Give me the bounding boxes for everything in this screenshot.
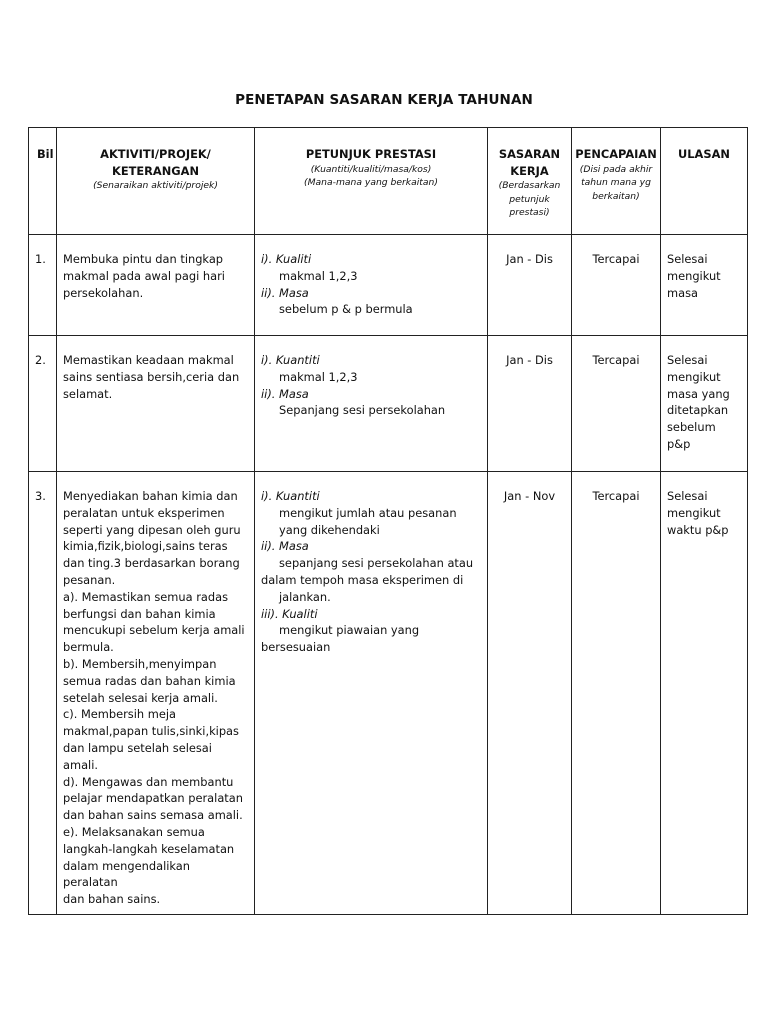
ulasan-line: Selesai [667,489,708,503]
petunjuk-value: makmal 1,2,3 [279,369,358,384]
ulasan-line: masa [667,285,698,300]
aktiviti-line: persekolahan. [63,285,144,300]
aktiviti-line: makmal,papan tulis,sinki,kipas [63,724,239,739]
row-3-petunjuk [255,472,488,915]
petunjuk-label: i). Kuantiti [261,489,320,503]
petunjuk-label: ii). Masa [261,386,309,401]
row-bil-text: 3. [35,489,46,503]
petunjuk-label: i). Kualiti [261,252,312,266]
petunjuk-value: makmal 1,2,3 [279,268,358,283]
row-2-bil [29,336,57,472]
aktiviti-line: semua radas dan bahan kimia [63,673,236,688]
sasaran-value: Jan - Dis [506,353,553,367]
aktiviti-line: mencukupi sebelum kerja amali [63,623,245,638]
header-petunjuk [255,128,488,235]
pencapaian-value: Tercapai [592,353,640,367]
ulasan-line: waktu p&p [667,522,729,537]
table-row [29,336,748,472]
row-2-sasaran [488,336,572,472]
aktiviti-line: berfungsi dan bahan kimia [63,606,216,621]
petunjuk-label: i). Kuantiti [261,353,320,367]
petunjuk-label: ii). Masa [261,285,309,300]
aktiviti-line: langkah-langkah keselamatan [63,841,235,856]
aktiviti-line: Membuka pintu dan tingkap [63,252,224,266]
row-2-ulasan [661,336,748,472]
header-aktiviti-title-1: AKTIVITI/PROJEK/ [100,147,211,161]
aktiviti-line: seperti yang dipesan oleh guru [63,522,241,537]
aktiviti-line: dan ting.3 berdasarkan borang [63,556,240,571]
ulasan-line: sebelum [667,420,716,435]
aktiviti-line: pesanan. [63,572,116,587]
aktiviti-line: bermula. [63,640,114,655]
aktiviti-line: a). Memastikan semua radas [63,589,229,604]
petunjuk-value: mengikut jumlah atau pesanan [279,505,457,520]
header-petunjuk-sub-2: (Mana-mana yang berkaitan) [304,177,438,188]
petunjuk-value: sebelum p & p bermula [279,302,413,317]
ulasan-line: mengikut [667,268,721,283]
header-ulasan-title: ULASAN [678,147,730,161]
aktiviti-line: dan bahan sains. [63,892,161,907]
table-header-row [29,128,748,235]
ulasan-line: mengikut [667,369,721,384]
header-sasaran-sub-3: prestasi) [509,207,550,218]
header-aktiviti [57,128,255,235]
aktiviti-line: makmal pada awal pagi hari [63,268,225,283]
header-sasaran-sub-2: petunjuk [509,193,550,205]
aktiviti-line: peralatan untuk eksperimen [63,505,225,520]
petunjuk-value: mengikut piawaian yang [279,623,420,638]
petunjuk-value: sepanjang sesi persekolahan atau [279,556,474,571]
aktiviti-line: pelajar mendapatkan peralatan [63,791,243,806]
aktiviti-line: selamat. [63,386,113,401]
header-pencapaian-sub-3: berkaitan) [592,190,640,202]
aktiviti-line: c). Membersih meja [63,707,176,722]
header-sasaran [488,128,572,235]
aktiviti-line: kimia,fizik,biologi,sains teras [63,539,228,554]
row-bil-text: 2. [35,353,46,367]
header-sasaran-sub-1: (Berdasarkan [498,180,561,191]
aktiviti-line: dan lampu setelah selesai amali. [63,740,212,772]
aktiviti-line: setelah selesai kerja amali. [63,690,218,705]
petunjuk-value: dalam tempoh masa eksperimen di [261,572,464,587]
header-ulasan [661,128,748,235]
sasaran-value: Jan - Nov [503,489,556,503]
row-1-ulasan [661,235,748,336]
sasaran-value: Jan - Dis [506,252,553,266]
row-1-sasaran [488,235,572,336]
ulasan-line: p&p [667,436,691,451]
aktiviti-line: e). Melaksanakan semua [63,824,205,839]
row-1-pencapaian [572,235,661,336]
header-bil [29,128,57,235]
row-3-ulasan [661,472,748,915]
pencapaian-value: Tercapai [592,489,640,503]
row-bil-text: 1. [35,252,46,266]
aktiviti-line: b). Membersih,menyimpan [63,656,217,671]
header-petunjuk-sub-1: (Kuantiti/kualiti/masa/kos) [310,163,432,175]
header-pencapaian-title: PENCAPAIAN [575,147,657,161]
petunjuk-value: Sepanjang sesi persekolahan [279,403,446,418]
petunjuk-value: jalankan. [279,589,331,604]
petunjuk-label: iii). Kualiti [261,606,318,621]
header-sasaran-title-2: KERJA [510,163,549,178]
row-3-bil [29,472,57,915]
header-sasaran-title-1: SASARAN [498,147,561,161]
header-bil-label: Bil [37,147,54,161]
row-2-pencapaian [572,336,661,472]
ulasan-line: mengikut [667,505,721,520]
aktiviti-line: sains sentiasa bersih,ceria dan [63,369,240,384]
header-pencapaian-sub-2: tahun mana yg [581,177,651,188]
aktiviti-line: Memastikan keadaan makmal [63,353,234,367]
aktiviti-line: d). Mengawas dan membantu [63,774,234,789]
ulasan-line: Selesai [667,353,708,367]
header-aktiviti-sub: (Senaraikan aktiviti/projek) [93,180,218,191]
petunjuk-value: bersesuaian [261,640,331,655]
header-petunjuk-title: PETUNJUK PRESTASI [305,147,437,161]
row-1-aktiviti [57,235,255,336]
table-row [29,235,748,336]
ulasan-line: ditetapkan [667,403,729,418]
row-1-petunjuk [255,235,488,336]
header-pencapaian [572,128,661,235]
row-2-aktiviti [57,336,255,472]
ulasan-line: Selesai [667,252,708,266]
row-3-aktiviti [57,472,255,915]
target-table [28,127,748,915]
petunjuk-label: ii). Masa [261,539,309,554]
table-row [29,472,748,915]
page-title: PENETAPAN SASARAN KERJA TAHUNAN [235,92,533,108]
row-3-pencapaian [572,472,661,915]
row-3-sasaran [488,472,572,915]
aktiviti-line: Menyediakan bahan kimia dan [63,489,238,503]
header-pencapaian-sub-1: (Disi pada akhir [579,163,653,175]
row-2-petunjuk [255,336,488,472]
row-1-bil [29,235,57,336]
pencapaian-value: Tercapai [592,252,640,266]
ulasan-line: masa yang [667,386,730,401]
aktiviti-line: dalam mengendalikan peralatan [63,858,190,890]
aktiviti-line: dan bahan sains semasa amali. [63,808,243,823]
header-aktiviti-title-2: KETERANGAN [112,163,199,178]
petunjuk-value: yang dikehendaki [279,522,380,537]
